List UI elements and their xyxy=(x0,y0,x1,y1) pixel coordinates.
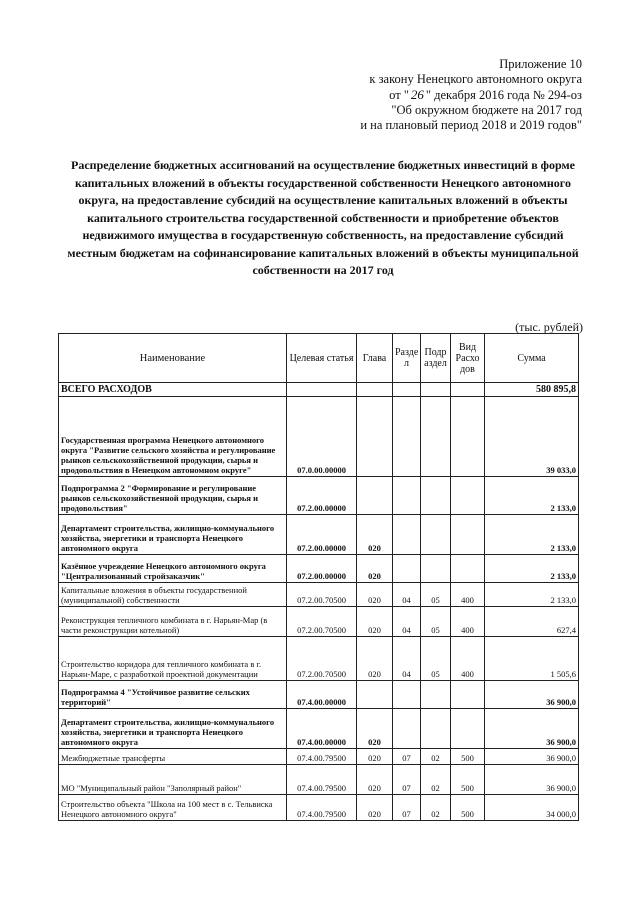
cell-section xyxy=(393,397,421,477)
cell-subsection xyxy=(421,397,451,477)
cell-amount: 36 900,0 xyxy=(485,765,579,795)
cell-target xyxy=(287,383,357,397)
cell-subsection: 05 xyxy=(421,637,451,681)
cell-target: 07.4.00.79500 xyxy=(287,749,357,765)
cell-amount: 36 900,0 xyxy=(485,709,579,749)
cell-target: 07.2.00.70500 xyxy=(287,637,357,681)
cell-expense-type xyxy=(451,383,485,397)
cell-section xyxy=(393,709,421,749)
cell-amount: 1 505,6 xyxy=(485,637,579,681)
cell-amount: 39 033,0 xyxy=(485,397,579,477)
cell-amount: 2 133,0 xyxy=(485,477,579,515)
cell-subsection xyxy=(421,555,451,583)
cell-subsection xyxy=(421,515,451,555)
cell-subsection: 02 xyxy=(421,795,451,821)
cell-target: 07.2.00.70500 xyxy=(287,583,357,607)
col-header-name: Наименование xyxy=(59,334,287,383)
table-row xyxy=(59,383,579,397)
cell-expense-type xyxy=(451,477,485,515)
cell-chapter: 020 xyxy=(357,607,393,637)
table-row xyxy=(59,397,579,477)
cell-chapter: 020 xyxy=(357,515,393,555)
cell-expense-type: 500 xyxy=(451,749,485,765)
cell-expense-type: 500 xyxy=(451,795,485,821)
cell-section: 04 xyxy=(393,637,421,681)
cell-name: Строительство объекта "Школа на 100 мест в с. Тельвиска Ненецкого автономного округа" xyxy=(59,795,287,821)
cell-chapter: 020 xyxy=(357,765,393,795)
cell-expense-type: 400 xyxy=(451,607,485,637)
document-title: Распределение бюджетных ассигнований на осуществление бюджетных инвестиций в форме капитальных вложений в объекты государственной собственности Ненецкого автономного округа, на предоставление субсидий на осуществление капитальных вложений в объекты капитального строительства государственной собственности и приобретение объектов недвижимого имущества в государственную собственность, на предоставление субсидий местным бюджетам на софинансирование капитальных вложений в объекты муниципальной собственности на 2017 год xyxy=(67,158,579,277)
document-header xyxy=(360,57,582,133)
cell-name: Казённое учреждение Ненецкого автономного округа "Централизованный стройзаказчик" xyxy=(59,555,287,583)
cell-chapter xyxy=(357,477,393,515)
cell-section: 07 xyxy=(393,749,421,765)
cell-name: Государственная программа Ненецкого автономного округа "Развитие сельского хозяйства и регулирование рынков сельскохозяйственной продукции, сырья и продовольствия в Ненецком автономном округе" xyxy=(59,397,287,477)
table-row xyxy=(59,515,579,555)
cell-subsection: 02 xyxy=(421,749,451,765)
col-header-amount: Сумма xyxy=(485,334,579,383)
table-row xyxy=(59,681,579,709)
cell-name: Строительство коридора для тепличного комбината в г. Нарьян-Маре, с разработкой проектной документации xyxy=(59,637,287,681)
table-row xyxy=(59,607,579,637)
cell-amount: 36 900,0 xyxy=(485,681,579,709)
cell-expense-type: 500 xyxy=(451,765,485,795)
units-label: (тыс. рублей) xyxy=(515,320,583,334)
cell-name: Межбюджетные трансферты xyxy=(59,749,287,765)
cell-name: Департамент строительства, жилищно-коммунального хозяйства, энергетики и транспорта Ненецкого автономного округа xyxy=(59,709,287,749)
cell-target: 07.4.00.79500 xyxy=(287,795,357,821)
table-row xyxy=(59,709,579,749)
cell-chapter: 020 xyxy=(357,749,393,765)
cell-amount: 627,4 xyxy=(485,607,579,637)
cell-subsection xyxy=(421,383,451,397)
cell-chapter xyxy=(357,681,393,709)
cell-name: Капитальные вложения в объекты государственной (муниципальной) собственности xyxy=(59,583,287,607)
cell-section xyxy=(393,515,421,555)
table-row xyxy=(59,477,579,515)
col-header-target: Целевая статья xyxy=(287,334,357,383)
cell-chapter: 020 xyxy=(357,795,393,821)
law-date-prefix: от " xyxy=(389,88,409,102)
cell-section xyxy=(393,383,421,397)
cell-section xyxy=(393,555,421,583)
table-row xyxy=(59,637,579,681)
cell-subsection: 05 xyxy=(421,583,451,607)
cell-subsection xyxy=(421,709,451,749)
cell-target: 07.2.00.00000 xyxy=(287,515,357,555)
cell-target: 07.2.00.70500 xyxy=(287,607,357,637)
cell-amount: 2 133,0 xyxy=(485,515,579,555)
cell-target: 07.2.00.00000 xyxy=(287,477,357,515)
law-date xyxy=(360,87,582,103)
cell-name: МО "Муниципальный район "Заполярный район" xyxy=(59,765,287,795)
cell-chapter: 020 xyxy=(357,637,393,681)
cell-target: 07.4.00.79500 xyxy=(287,765,357,795)
cell-target: 07.4.00.00000 xyxy=(287,709,357,749)
cell-name: Департамент строительства, жилищно-коммунального хозяйства, энергетики и транспорта Ненецкого автономного округа xyxy=(59,515,287,555)
cell-chapter xyxy=(357,397,393,477)
cell-amount: 2 133,0 xyxy=(485,583,579,607)
appendix-label: Приложение 10 xyxy=(499,57,582,71)
cell-section: 07 xyxy=(393,795,421,821)
cell-name: Подпрограмма 2 "Формирование и регулирование рынков сельскохозяйственной продукции, сырья и продовольствия" xyxy=(59,477,287,515)
cell-chapter: 020 xyxy=(357,709,393,749)
cell-section: 04 xyxy=(393,583,421,607)
cell-section: 04 xyxy=(393,607,421,637)
cell-section xyxy=(393,477,421,515)
cell-name: ВСЕГО РАСХОДОВ xyxy=(59,383,287,397)
cell-chapter: 020 xyxy=(357,555,393,583)
col-header-expense-type: Вид Расхо дов xyxy=(451,334,485,383)
table-header-row xyxy=(59,334,579,383)
law-title-line1: "Об окружном бюджете на 2017 год xyxy=(391,103,582,117)
cell-subsection xyxy=(421,477,451,515)
col-header-chapter: Глава xyxy=(357,334,393,383)
cell-target: 07.4.00.00000 xyxy=(287,681,357,709)
cell-amount: 36 900,0 xyxy=(485,749,579,765)
table-row xyxy=(59,795,579,821)
cell-amount: 2 133,0 xyxy=(485,555,579,583)
cell-target: 07.0.00.00000 xyxy=(287,397,357,477)
cell-section: 07 xyxy=(393,765,421,795)
cell-subsection: 02 xyxy=(421,765,451,795)
cell-section xyxy=(393,681,421,709)
cell-expense-type xyxy=(451,681,485,709)
handwritten-day: 26 xyxy=(410,87,424,102)
cell-target: 07.2.00.00000 xyxy=(287,555,357,583)
table-row xyxy=(59,583,579,607)
cell-expense-type xyxy=(451,709,485,749)
cell-chapter xyxy=(357,383,393,397)
table-row xyxy=(59,765,579,795)
cell-subsection xyxy=(421,681,451,709)
budget-table xyxy=(58,333,579,821)
cell-expense-type xyxy=(451,397,485,477)
col-header-section: Разде л xyxy=(393,334,421,383)
cell-amount: 580 895,8 xyxy=(485,383,579,397)
cell-expense-type: 400 xyxy=(451,583,485,607)
cell-amount: 34 000,0 xyxy=(485,795,579,821)
cell-subsection: 05 xyxy=(421,607,451,637)
table-row xyxy=(59,555,579,583)
table-row xyxy=(59,749,579,765)
cell-expense-type xyxy=(451,515,485,555)
cell-chapter: 020 xyxy=(357,583,393,607)
cell-expense-type: 400 xyxy=(451,637,485,681)
cell-expense-type xyxy=(451,555,485,583)
cell-name: Реконструкция тепличного комбината в г. Нарьян-Мар (в части реконструкции котельной) xyxy=(59,607,287,637)
law-reference: к закону Ненецкого автономного округа xyxy=(369,72,582,86)
col-header-subsection: Подр аздел xyxy=(421,334,451,383)
law-date-suffix: " декабря 2016 года № 294-оз xyxy=(425,88,582,102)
cell-name: Подпрограмма 4 "Устойчивое развитие сельских территорий" xyxy=(59,681,287,709)
law-title-line2: и на плановый период 2018 и 2019 годов" xyxy=(360,118,582,132)
